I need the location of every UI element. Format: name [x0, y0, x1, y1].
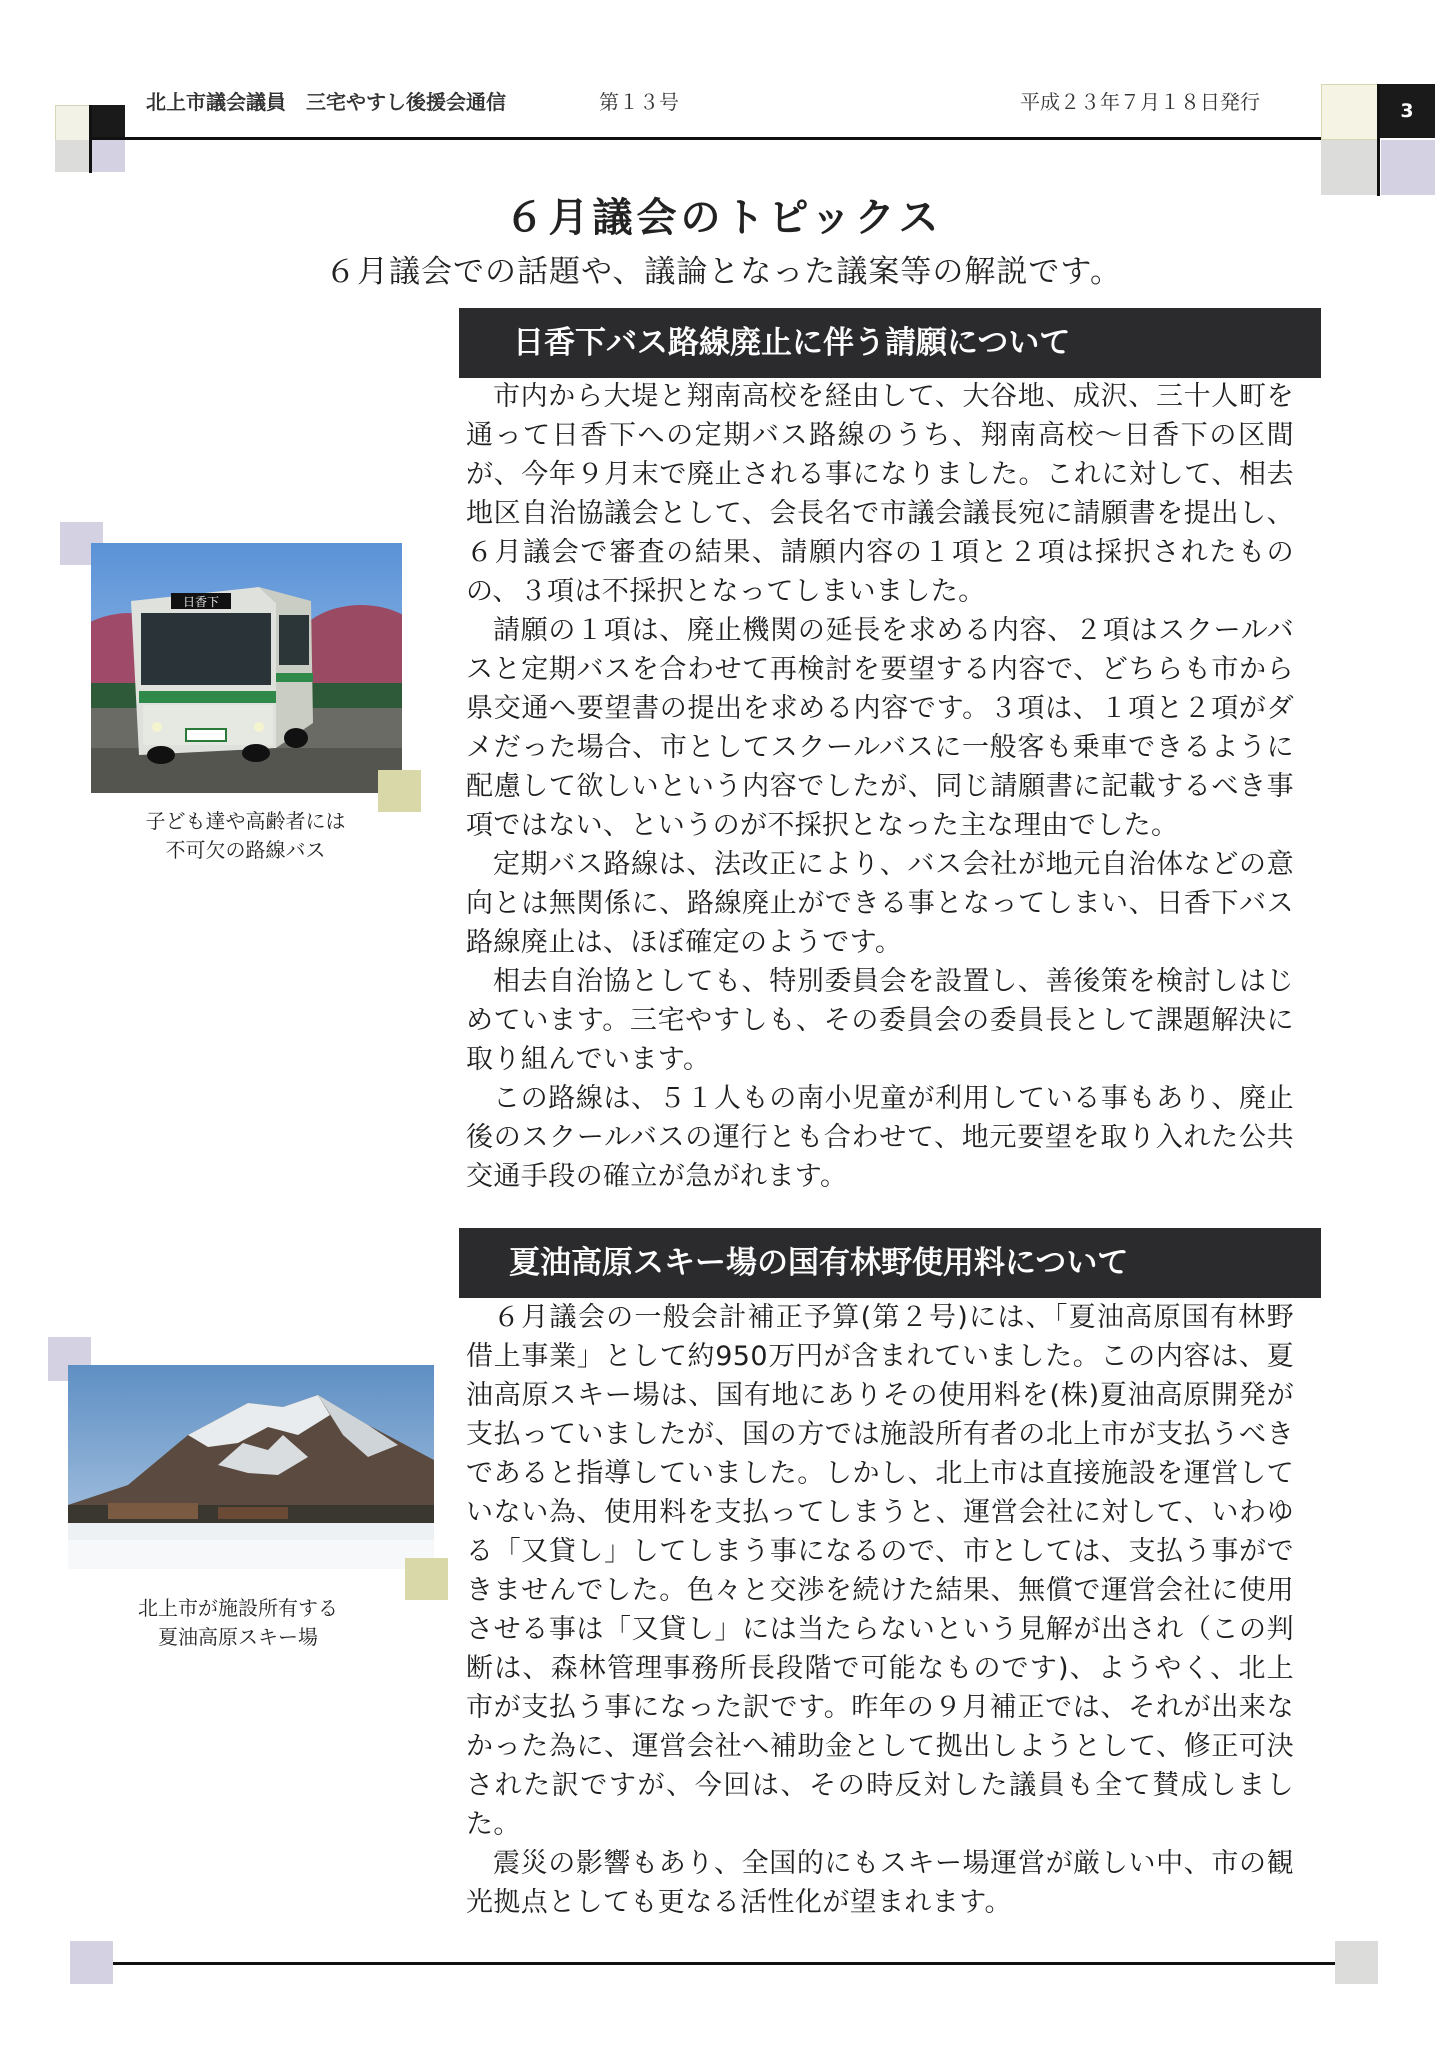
- article-paragraph: ６月議会の一般会計補正予算(第２号)には、「夏油高原国有林野借上事業」として約950万円が含まれていました。この内容は、夏油高原スキー場は、国有地にありその使用料を(株)夏油高原開発が支払っていましたが、国の方では施設所有者の北上市が支払うべきであると指導していました。しかし、北上市は直接施設を運営していない為、使用料を支払ってしまうと、運営会社に対して、いわゆる「又貸し」してしまう事になるので、市としては、支払う事ができませんでした。色々と交渉を続けた結果、無償で運営会社に使用させる事は「又貸し」には当たらないという見解が出され（この判断は、森林管理事務所長段階で可能なものです)、ようやく、北上市が支払う事になった訳です。昨年の９月補正では、それが出来なかった為に、運営会社へ補助金として拠出しようとして、修正可決された訳ですが、今回は、その時反対した議員も全て賛成しました。: [466, 1302, 1294, 1840]
- caption-line: 不可欠の路線バス: [165, 838, 326, 862]
- footer-decor-square-gray: [1335, 1941, 1378, 1984]
- publication-name: 北上市議会議員 三宅やすし後援会通信: [146, 90, 506, 114]
- decor-square-left-cream: [55, 105, 91, 141]
- caption-line: 北上市が施設所有する: [138, 1596, 338, 1620]
- bus-photo-caption: [90, 807, 401, 865]
- page-subtitle: ６月議会での話題や、議論となった議案等の解説です。: [325, 254, 1122, 290]
- decor-square-left-gray: [55, 140, 89, 172]
- footer-decor-square-lavender: [70, 1941, 113, 1984]
- footer-rule: [113, 1962, 1335, 1965]
- article-paragraph: 定期バス路線は、法改正により、バス会社が地元自治体などの意向とは無関係に、路線廃止ができる事となってしまい、日香下バス路線廃止は、ほぼ確定のようです。: [466, 849, 1294, 958]
- article-bus: [466, 377, 1294, 1196]
- article-paragraph: 請願の１項は、廃止機関の延長を求める内容、２項はスクールバスと定期バスを合わせて再検討を要望する内容で、どちらも市から県交通へ要望書の提出を求める内容です。３項は、１項と２項がダメだった場合、市としてスクールバスに一般客も乗車できるように配慮して欲しいという内容でしたが、同じ請願書に記載するべき事項ではない、というのが不採択となった主な理由でした。: [466, 615, 1294, 841]
- decor-square-right-cream: [1321, 84, 1379, 140]
- caption-line: 子ども達や高齢者には: [145, 809, 346, 833]
- article-ski: [466, 1298, 1294, 1922]
- decor-square-left-lavender: [91, 140, 125, 172]
- caption-line: 夏油高原スキー場: [158, 1625, 318, 1649]
- page-number: 3: [1400, 100, 1414, 122]
- ski-resort-photo: [68, 1365, 434, 1569]
- issue-date: 平成２３年７月１８日発行: [1020, 90, 1260, 114]
- section-heading-ski: 夏油高原スキー場の国有林野使用料について: [459, 1228, 1321, 1298]
- header-rule: [89, 137, 1379, 140]
- article-paragraph: 相去自治協としても、特別委員会を設置し、善後策を検討しはじめています。三宅やすしも、その委員会の委員長として課題解決に取り組んでいます。: [466, 966, 1294, 1075]
- bus-photo: [91, 543, 402, 793]
- article-paragraph: この路線は、５１人もの南小児童が利用している事もあり、廃止後のスクールバスの運行とも合わせて、地元要望を取り入れた公共交通手段の確立が急がれます。: [466, 1083, 1294, 1192]
- ski-photo-caption: [78, 1594, 398, 1652]
- section-heading-bus: 日香下バス路線廃止に伴う請願について: [459, 308, 1321, 378]
- page-title: ６月議会のトピックス: [504, 195, 943, 241]
- ski-mountain-image: [68, 1365, 434, 1569]
- photo-decor-square-khaki: [405, 1558, 448, 1600]
- bus-destination-sign: 日香下: [182, 595, 220, 609]
- article-paragraph: 市内から大堤と翔南高校を経由して、大谷地、成沢、三十人町を通って日香下への定期バス路線のうち、翔南高校～日香下の区間が、今年９月末で廃止される事になりました。これに対して、相去地区自治協議会として、会長名で市議会議長宛に請願書を提出し、６月議会で審査の結果、請願内容の１項と２項は採択されたものの、３項は不採択となってしまいました。: [466, 381, 1294, 607]
- issue-number: 第１３号: [599, 90, 679, 114]
- article-paragraph: 震災の影響もあり、全国的にもスキー場運営が厳しい中、市の観光拠点としても更なる活性化が望まれます。: [466, 1848, 1294, 1918]
- photo-decor-square-khaki: [378, 770, 421, 812]
- bus-image: [91, 543, 402, 793]
- decor-square-left-black: [89, 105, 125, 139]
